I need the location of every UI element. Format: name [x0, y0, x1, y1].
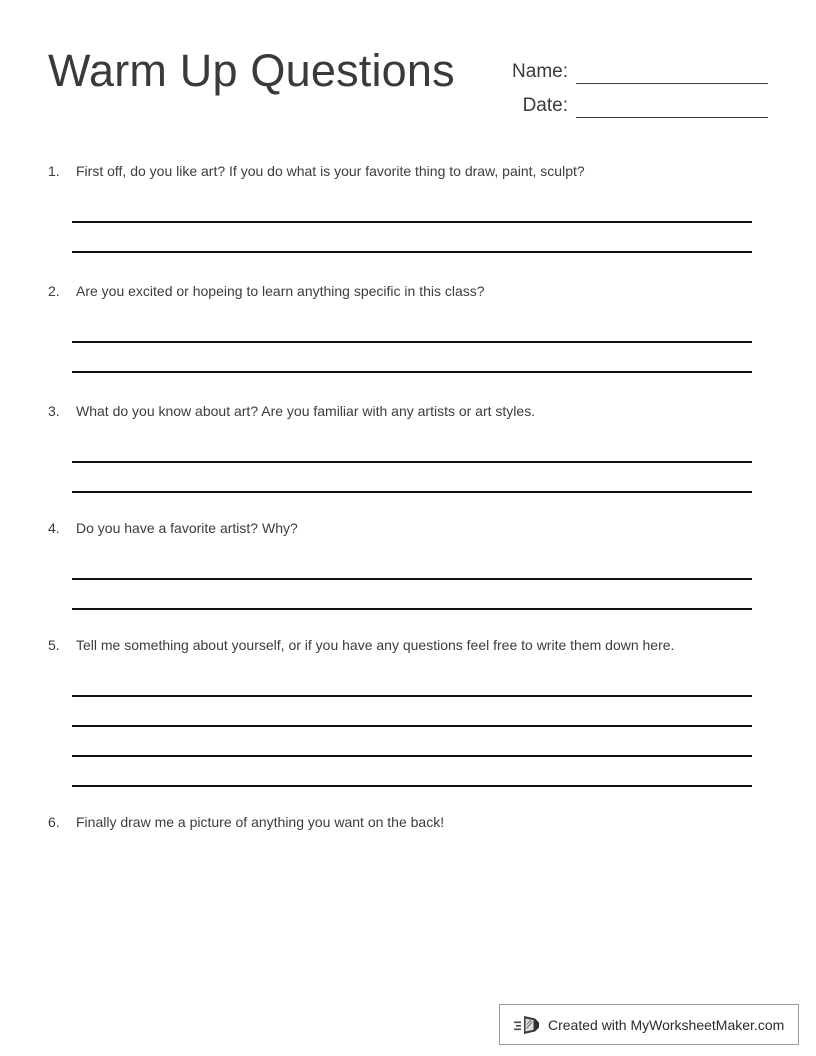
question-row: [48, 160, 768, 182]
question-text: Finally draw me a picture of anything you want on the back!: [76, 814, 445, 830]
question-number: 6.: [48, 814, 60, 830]
answer-lines: [72, 182, 768, 253]
questions-list: [48, 160, 768, 833]
question-text: What do you know about art? Are you familiar with any artists or art styles.: [76, 403, 536, 419]
answer-line[interactable]: [72, 343, 752, 373]
name-date-group: [506, 50, 768, 118]
worksheet-maker-badge[interactable]: [499, 1004, 799, 1045]
question-text: First off, do you like art? If you do what is your favorite thing to draw, paint, sculpt?: [76, 163, 585, 179]
name-label: Name:: [512, 61, 568, 82]
question-row: [48, 811, 768, 833]
question-row: [48, 517, 768, 539]
spacer: [48, 493, 768, 517]
question-number: 1.: [48, 163, 60, 179]
badge-label: Created with MyWorksheetMaker.com: [548, 1016, 785, 1033]
question-item: [48, 811, 768, 833]
question-number: 2.: [48, 283, 60, 299]
answer-lines: [72, 656, 768, 787]
answer-line[interactable]: [72, 313, 752, 343]
answer-line[interactable]: [72, 697, 752, 727]
pencil-logo-icon: [514, 1013, 542, 1037]
question-item: [48, 400, 768, 493]
date-input-line[interactable]: [576, 95, 768, 118]
name-field-row: [506, 50, 768, 84]
question-item: [48, 280, 768, 373]
question-row: [48, 280, 768, 302]
answer-line[interactable]: [72, 757, 752, 787]
question-text: Are you excited or hopeing to learn anything specific in this class?: [76, 283, 485, 299]
question-text: Do you have a favorite artist? Why?: [76, 520, 298, 536]
answer-line[interactable]: [72, 463, 752, 493]
date-field-row: [506, 84, 768, 118]
spacer: [48, 787, 768, 811]
question-row: [48, 400, 768, 422]
question-number: 5.: [48, 637, 60, 653]
answer-line[interactable]: [72, 727, 752, 757]
question-item: [48, 160, 768, 253]
page-title: Warm Up Questions: [48, 45, 455, 96]
spacer: [48, 610, 768, 634]
spacer: [48, 373, 768, 400]
answer-lines: [72, 422, 768, 493]
date-label: Date:: [522, 95, 568, 116]
answer-line[interactable]: [72, 550, 752, 580]
question-number: 4.: [48, 520, 60, 536]
answer-line[interactable]: [72, 433, 752, 463]
question-item: [48, 634, 768, 787]
question-item: [48, 517, 768, 610]
answer-line[interactable]: [72, 580, 752, 610]
answer-line[interactable]: [72, 223, 752, 253]
question-row: [48, 634, 768, 656]
answer-line[interactable]: [72, 667, 752, 697]
worksheet-header: [48, 44, 768, 124]
answer-line[interactable]: [72, 193, 752, 223]
name-input-line[interactable]: [576, 61, 768, 84]
question-text: Tell me something about yourself, or if you have any questions feel free to write them down here.: [76, 637, 675, 653]
answer-lines: [72, 539, 768, 610]
question-number: 3.: [48, 403, 60, 419]
spacer: [48, 253, 768, 280]
answer-lines: [72, 302, 768, 373]
